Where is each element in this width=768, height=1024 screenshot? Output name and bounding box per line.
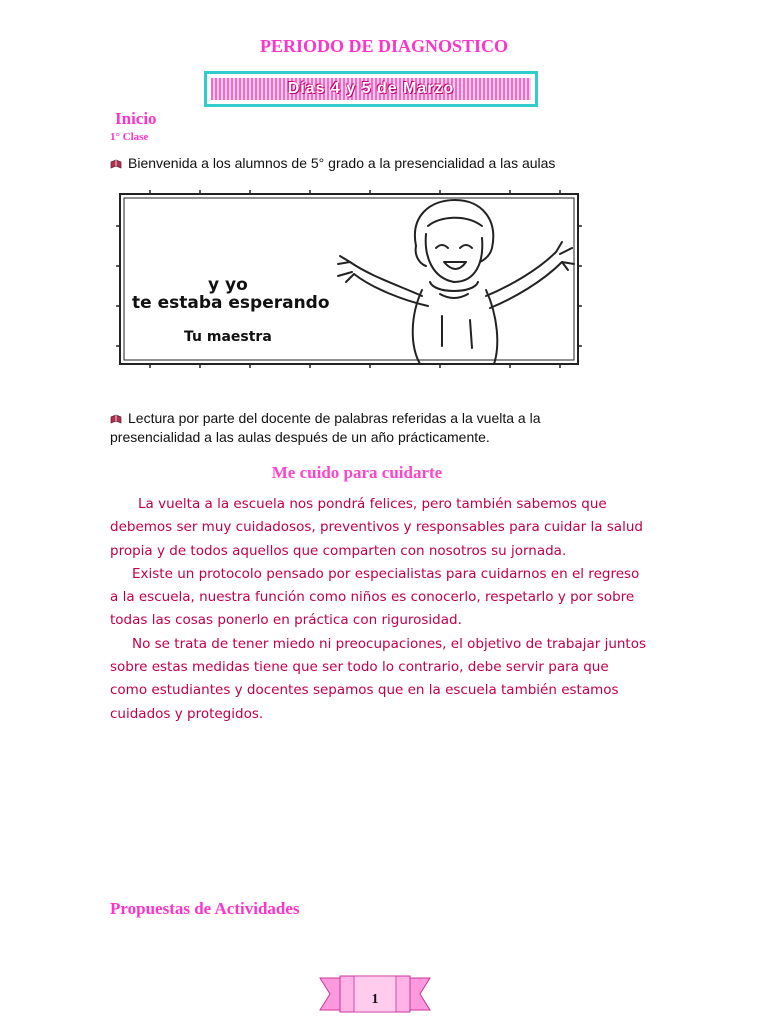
paragraph-2: Existe un protocolo pensado por especialistas para cuidarnos en el regreso a la escuela, nuestra función como niños es conocerlo, respetarlo y por sobre todas las cosas ponerlo en práctica con rigurosidad. [110,565,640,629]
date-banner-fill [211,78,531,100]
reading-title [0,463,768,483]
book-bullet-icon [110,159,122,169]
date-banner [204,71,538,107]
child-figure [338,200,574,364]
bullet-reading-text-1: Lectura por parte del docente de palabras referidas a la vuelta a la [128,410,541,426]
paragraph-1: La vuelta a la escuela nos pondrá felices, pero también sabemos que debemos ser muy cuidadosos, preventivos y responsables para cuidar la salud propia y de todos aquellos que comparten con nosotros su jornada. [110,496,643,559]
illustration-line-2: te estaba esperando [132,293,330,313]
section-heading-inicio: Inicio [115,109,157,128]
paragraph-3: No se trata de tener miedo ni preocupaciones, el objetivo de trabajar juntos sobre estas medidas tiene que ser todo lo contrario, debe servir para que como estudiantes y docentes sepamos que en la escuela también estamos cuidados y protegidos. [110,635,647,722]
reading-body [110,493,650,726]
bullet-welcome-text: Bienvenida a los alumnos de 5° grado a la presencialidad a las aulas [128,155,556,171]
date-banner-text: Días 4 y 5 de Marzo [287,80,455,97]
bullet-welcome [110,154,555,173]
page-number-badge [318,974,432,1014]
illustration-line-3: Tu maestra [184,329,272,345]
bullet-reading [110,409,541,447]
page-title: PERIODO DE DIAGNOSTICO [259,36,509,56]
reading-title-text: Me cuido para cuidarte [271,463,443,482]
illustration-line-1: y yo [208,275,248,295]
page-number: 1 [371,992,379,1007]
book-bullet-icon [110,414,122,424]
activities-heading: Propuestas de Actividades [110,899,300,918]
bullet-reading-text-2: presencialidad a las aulas después de un año prácticamente. [110,429,490,445]
welcome-illustration [110,186,588,372]
class-label: 1° Clase [110,131,149,143]
